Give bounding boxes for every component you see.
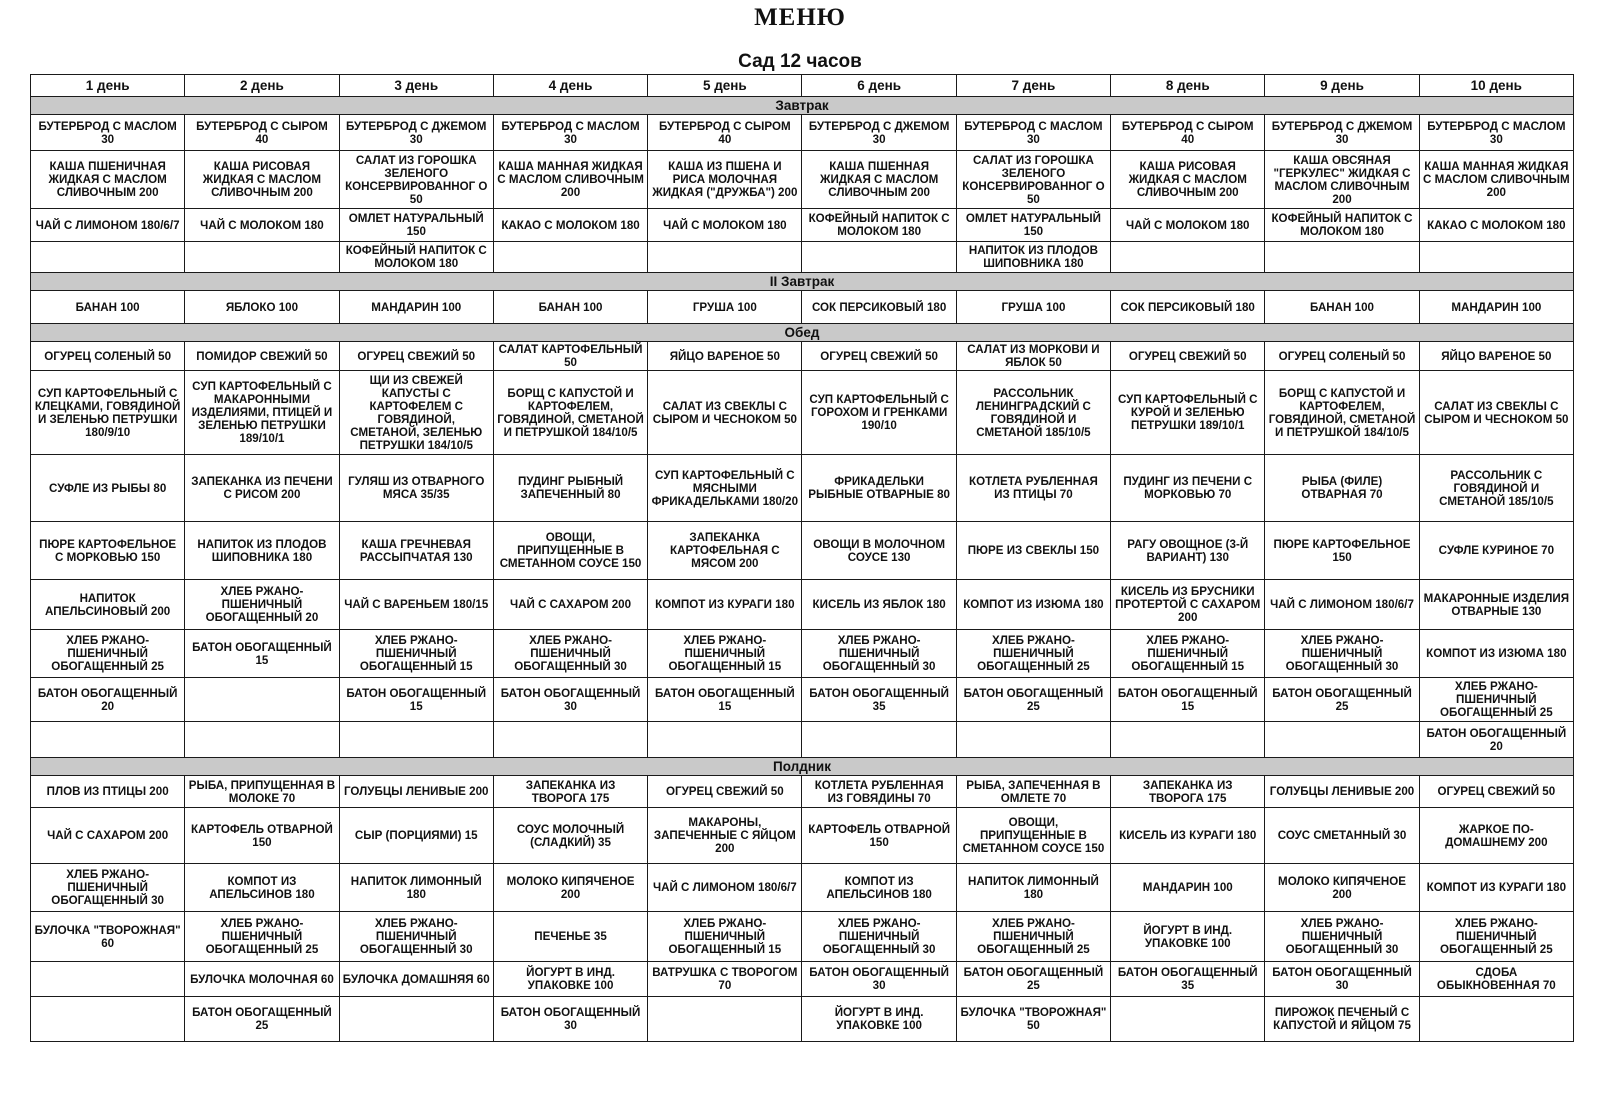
menu-cell: ОМЛЕТ НАТУРАЛЬНЫЙ 150 (339, 209, 493, 242)
menu-cell: ХЛЕБ РЖАНО-ПШЕНИЧНЫЙ ОБОГАЩЕННЫЙ 25 (956, 630, 1110, 678)
menu-row (31, 630, 1574, 678)
menu-cell: БАТОН ОБОГАЩЕННЫЙ 20 (1419, 722, 1573, 758)
menu-cell: НАПИТОК ИЗ ПЛОДОВ ШИПОВНИКА 180 (956, 242, 1110, 273)
page-title: МЕНЮ (754, 4, 846, 31)
menu-cell: КОМПОТ ИЗ КУРАГИ 180 (1419, 864, 1573, 912)
menu-cell: СУП КАРТОФЕЛЬНЫЙ С КЛЕЦКАМИ, ГОВЯДИНОЙ И ЗЕЛЕНЬЮ ПЕТРУШКИ 180/9/10 (31, 371, 185, 455)
menu-cell: БУТЕРБРОД С СЫРОМ 40 (648, 115, 802, 151)
menu-cell: ГУЛЯШ ИЗ ОТВАРНОГО МЯСА 35/35 (339, 455, 493, 522)
day-header: 8 день (1111, 75, 1265, 97)
menu-cell: САЛАТ ИЗ СВЕКЛЫ С СЫРОМ И ЧЕСНОКОМ 50 (648, 371, 802, 455)
menu-cell: ХЛЕБ РЖАНО-ПШЕНИЧНЫЙ ОБОГАЩЕННЫЙ 15 (1111, 630, 1265, 678)
menu-cell (956, 722, 1110, 758)
menu-cell (1111, 242, 1265, 273)
menu-cell: БУТЕРБРОД С МАСЛОМ 30 (956, 115, 1110, 151)
menu-cell: БУЛОЧКА ДОМАШНЯЯ 60 (339, 962, 493, 997)
menu-cell: КИСЕЛЬ ИЗ ЯБЛОК 180 (802, 580, 956, 630)
menu-cell: БУТЕРБРОД С ДЖЕМОМ 30 (802, 115, 956, 151)
menu-cell: БАНАН 100 (493, 291, 647, 324)
menu-cell: БАТОН ОБОГАЩЕННЫЙ 30 (1265, 962, 1419, 997)
menu-cell: СУП КАРТОФЕЛЬНЫЙ С МАКАРОННЫМИ ИЗДЕЛИЯМИ, ПТИЦЕЙ И ЗЕЛЕНЬЮ ПЕТРУШКИ 189/10/1 (185, 371, 339, 455)
menu-cell: БАТОН ОБОГАЩЕННЫЙ 30 (802, 962, 956, 997)
menu-row (31, 722, 1574, 758)
menu-cell: ЧАЙ С САХАРОМ 200 (31, 808, 185, 864)
menu-cell: ОВОЩИ В МОЛОЧНОМ СОУСЕ 130 (802, 522, 956, 580)
menu-cell: КАША ГРЕЧНЕВАЯ РАССЫПЧАТАЯ 130 (339, 522, 493, 580)
section-title: II Завтрак (31, 273, 1574, 291)
menu-row (31, 342, 1574, 371)
menu-cell: КОФЕЙНЫЙ НАПИТОК С МОЛОКОМ 180 (339, 242, 493, 273)
section-header-row (31, 273, 1574, 291)
menu-cell: КАРТОФЕЛЬ ОТВАРНОЙ 150 (802, 808, 956, 864)
menu-row (31, 522, 1574, 580)
menu-cell: ОГУРЕЦ СВЕЖИЙ 50 (1419, 776, 1573, 808)
menu-cell: ПЮРЕ ИЗ СВЕКЛЫ 150 (956, 522, 1110, 580)
menu-cell: ЗАПЕКАНКА ИЗ ТВОРОГА 175 (1111, 776, 1265, 808)
menu-cell: МАНДАРИН 100 (1111, 864, 1265, 912)
menu-cell: КОМПОТ ИЗ ИЗЮМА 180 (1419, 630, 1573, 678)
menu-cell: СОК ПЕРСИКОВЫЙ 180 (802, 291, 956, 324)
menu-cell: БУТЕРБРОД С СЫРОМ 40 (1111, 115, 1265, 151)
page-subtitle: Сад 12 часов (738, 51, 862, 72)
menu-cell: БУТЕРБРОД С МАСЛОМ 30 (31, 115, 185, 151)
menu-cell: СУФЛЕ ИЗ РЫБЫ 80 (31, 455, 185, 522)
menu-cell: БАТОН ОБОГАЩЕННЫЙ 15 (339, 678, 493, 722)
menu-row (31, 864, 1574, 912)
menu-cell: СУФЛЕ КУРИНОЕ 70 (1419, 522, 1573, 580)
menu-cell: КАША ОВСЯНАЯ "ГЕРКУЛЕС" ЖИДКАЯ С МАСЛОМ СЛИВОЧНЫМ 200 (1265, 151, 1419, 209)
menu-cell: НАПИТОК ИЗ ПЛОДОВ ШИПОВНИКА 180 (185, 522, 339, 580)
menu-cell: ЗАПЕКАНКА ИЗ ПЕЧЕНИ С РИСОМ 200 (185, 455, 339, 522)
menu-cell: КОФЕЙНЫЙ НАПИТОК С МОЛОКОМ 180 (802, 209, 956, 242)
section-title: Завтрак (31, 97, 1574, 115)
day-header: 9 день (1265, 75, 1419, 97)
menu-cell: ЯЙЦО ВАРЕНОЕ 50 (648, 342, 802, 371)
menu-cell: БУЛОЧКА "ТВОРОЖНАЯ" 60 (31, 912, 185, 962)
menu-row (31, 291, 1574, 324)
menu-cell: САЛАТ ИЗ ГОРОШКА ЗЕЛЕНОГО КОНСЕРВИРОВАННОГ О 50 (339, 151, 493, 209)
day-header: 5 день (648, 75, 802, 97)
menu-cell: КОМПОТ ИЗ КУРАГИ 180 (648, 580, 802, 630)
menu-cell: СОК ПЕРСИКОВЫЙ 180 (1111, 291, 1265, 324)
menu-cell: ЗАПЕКАНКА ИЗ ТВОРОГА 175 (493, 776, 647, 808)
menu-row (31, 151, 1574, 209)
menu-cell: ХЛЕБ РЖАНО-ПШЕНИЧНЫЙ ОБОГАЩЕННЫЙ 30 (31, 864, 185, 912)
menu-cell (185, 242, 339, 273)
menu-cell (1419, 242, 1573, 273)
menu-cell: ХЛЕБ РЖАНО-ПШЕНИЧНЫЙ ОБОГАЩЕННЫЙ 30 (1265, 630, 1419, 678)
menu-cell: БАТОН ОБОГАЩЕННЫЙ 25 (956, 678, 1110, 722)
menu-cell: ПЮРЕ КАРТОФЕЛЬНОЕ 150 (1265, 522, 1419, 580)
menu-cell: БАТОН ОБОГАЩЕННЫЙ 35 (802, 678, 956, 722)
menu-cell: БАТОН ОБОГАЩЕННЫЙ 15 (1111, 678, 1265, 722)
menu-cell (31, 242, 185, 273)
menu-cell: ХЛЕБ РЖАНО-ПШЕНИЧНЫЙ ОБОГАЩЕННЫЙ 25 (31, 630, 185, 678)
menu-cell: КАРТОФЕЛЬ ОТВАРНОЙ 150 (185, 808, 339, 864)
menu-cell: БУТЕРБРОД С ДЖЕМОМ 30 (1265, 115, 1419, 151)
day-header: 1 день (31, 75, 185, 97)
menu-cell: КИСЕЛЬ ИЗ КУРАГИ 180 (1111, 808, 1265, 864)
menu-cell: ОВОЩИ, ПРИПУЩЕННЫЕ В СМЕТАННОМ СОУСЕ 150 (493, 522, 647, 580)
menu-cell (339, 722, 493, 758)
section-title: Полдник (31, 758, 1574, 776)
menu-cell: ГОЛУБЦЫ ЛЕНИВЫЕ 200 (339, 776, 493, 808)
menu-cell: ЙОГУРТ В ИНД. УПАКОВКЕ 100 (1111, 912, 1265, 962)
day-header: 3 день (339, 75, 493, 97)
day-header: 10 день (1419, 75, 1573, 97)
day-header-row (31, 75, 1574, 97)
menu-cell: ХЛЕБ РЖАНО-ПШЕНИЧНЫЙ ОБОГАЩЕННЫЙ 30 (493, 630, 647, 678)
section-header-row (31, 324, 1574, 342)
menu-row (31, 776, 1574, 808)
menu-cell: САЛАТ ИЗ ГОРОШКА ЗЕЛЕНОГО КОНСЕРВИРОВАННОГ О 50 (956, 151, 1110, 209)
menu-cell: БУТЕРБРОД С ДЖЕМОМ 30 (339, 115, 493, 151)
menu-cell: БАТОН ОБОГАЩЕННЫЙ 15 (185, 630, 339, 678)
menu-cell: СУП КАРТОФЕЛЬНЫЙ С ГОРОХОМ И ГРЕНКАМИ 190/10 (802, 371, 956, 455)
menu-cell: ПИРОЖОК ПЕЧЕНЫЙ С КАПУСТОЙ И ЯЙЦОМ 75 (1265, 997, 1419, 1042)
menu-cell: СОУС МОЛОЧНЫЙ (СЛАДКИЙ) 35 (493, 808, 647, 864)
menu-cell: ПЕЧЕНЬЕ 35 (493, 912, 647, 962)
menu-cell: КОТЛЕТА РУБЛЕННАЯ ИЗ ПТИЦЫ 70 (956, 455, 1110, 522)
menu-cell: БУЛОЧКА МОЛОЧНАЯ 60 (185, 962, 339, 997)
menu-cell: ОГУРЕЦ СВЕЖИЙ 50 (648, 776, 802, 808)
menu-cell (802, 722, 956, 758)
menu-cell: БАТОН ОБОГАЩЕННЫЙ 25 (1265, 678, 1419, 722)
menu-cell: НАПИТОК АПЕЛЬСИНОВЫЙ 200 (31, 580, 185, 630)
menu-cell: ЧАЙ С ЛИМОНОМ 180/6/7 (648, 864, 802, 912)
menu-cell: ХЛЕБ РЖАНО-ПШЕНИЧНЫЙ ОБОГАЩЕННЫЙ 15 (648, 912, 802, 962)
menu-cell (31, 962, 185, 997)
menu-cell: МОЛОКО КИПЯЧЕНОЕ 200 (1265, 864, 1419, 912)
menu-cell: МАКАРОНЫ, ЗАПЕЧЕННЫЕ С ЯЙЦОМ 200 (648, 808, 802, 864)
menu-cell: ЧАЙ С МОЛОКОМ 180 (1111, 209, 1265, 242)
menu-cell: КАША ПШЕНИЧНАЯ ЖИДКАЯ С МАСЛОМ СЛИВОЧНЫМ 200 (31, 151, 185, 209)
menu-cell: ПУДИНГ ИЗ ПЕЧЕНИ С МОРКОВЬЮ 70 (1111, 455, 1265, 522)
menu-cell: НАПИТОК ЛИМОННЫЙ 180 (339, 864, 493, 912)
menu-cell: ОМЛЕТ НАТУРАЛЬНЫЙ 150 (956, 209, 1110, 242)
day-header: 7 день (956, 75, 1110, 97)
menu-cell: КОМПОТ ИЗ ИЗЮМА 180 (956, 580, 1110, 630)
menu-cell: ЯБЛОКО 100 (185, 291, 339, 324)
menu-row (31, 678, 1574, 722)
menu-cell: РЫБА (ФИЛЕ) ОТВАРНАЯ 70 (1265, 455, 1419, 522)
menu-cell: КАША РИСОВАЯ ЖИДКАЯ С МАСЛОМ СЛИВОЧНЫМ 200 (1111, 151, 1265, 209)
menu-cell: ОВОЩИ, ПРИПУЩЕННЫЕ В СМЕТАННОМ СОУСЕ 150 (956, 808, 1110, 864)
menu-cell: БАТОН ОБОГАЩЕННЫЙ 25 (956, 962, 1110, 997)
menu-cell: БАНАН 100 (1265, 291, 1419, 324)
menu-row (31, 580, 1574, 630)
menu-cell: НАПИТОК ЛИМОННЫЙ 180 (956, 864, 1110, 912)
menu-cell: ХЛЕБ РЖАНО-ПШЕНИЧНЫЙ ОБОГАЩЕННЫЙ 30 (802, 630, 956, 678)
menu-cell: КОФЕЙНЫЙ НАПИТОК С МОЛОКОМ 180 (1265, 209, 1419, 242)
menu-cell (185, 678, 339, 722)
menu-cell (648, 722, 802, 758)
menu-cell: САЛАТ ИЗ МОРКОВИ И ЯБЛОК 50 (956, 342, 1110, 371)
menu-row (31, 997, 1574, 1042)
section-header-row (31, 97, 1574, 115)
menu-cell: ЧАЙ С МОЛОКОМ 180 (185, 209, 339, 242)
menu-row (31, 242, 1574, 273)
menu-row (31, 115, 1574, 151)
menu-cell: БУЛОЧКА "ТВОРОЖНАЯ" 50 (956, 997, 1110, 1042)
menu-cell (339, 997, 493, 1042)
menu-cell: БАТОН ОБОГАЩЕННЫЙ 30 (493, 678, 647, 722)
menu-row (31, 808, 1574, 864)
menu-cell: КАКАО С МОЛОКОМ 180 (493, 209, 647, 242)
menu-cell: ЩИ ИЗ СВЕЖЕЙ КАПУСТЫ С КАРТОФЕЛЕМ С ГОВЯДИНОЙ, СМЕТАНОЙ, ЗЕЛЕНЬЮ ПЕТРУШКИ 184/10/5 (339, 371, 493, 455)
menu-cell: ЧАЙ С ЛИМОНОМ 180/6/7 (31, 209, 185, 242)
menu-cell: БАНАН 100 (31, 291, 185, 324)
menu-cell: ОГУРЕЦ СОЛЕНЫЙ 50 (1265, 342, 1419, 371)
menu-cell: КОТЛЕТА РУБЛЕННАЯ ИЗ ГОВЯДИНЫ 70 (802, 776, 956, 808)
menu-cell: БОРЩ С КАПУСТОЙ И КАРТОФЕЛЕМ, ГОВЯДИНОЙ, СМЕТАНОЙ И ПЕТРУШКОЙ 184/10/5 (1265, 371, 1419, 455)
menu-cell: ГОЛУБЦЫ ЛЕНИВЫЕ 200 (1265, 776, 1419, 808)
menu-cell: БАТОН ОБОГАЩЕННЫЙ 35 (1111, 962, 1265, 997)
menu-cell: РАГУ ОВОЩНОЕ (3-Й ВАРИАНТ) 130 (1111, 522, 1265, 580)
menu-cell: БАТОН ОБОГАЩЕННЫЙ 15 (648, 678, 802, 722)
menu-cell: ЧАЙ С МОЛОКОМ 180 (648, 209, 802, 242)
menu-cell (1111, 722, 1265, 758)
menu-cell: РАССОЛЬНИК С ГОВЯДИНОЙ И СМЕТАНОЙ 185/10/5 (1419, 455, 1573, 522)
menu-cell: ЙОГУРТ В ИНД. УПАКОВКЕ 100 (802, 997, 956, 1042)
day-header: 4 день (493, 75, 647, 97)
menu-cell: КАКАО С МОЛОКОМ 180 (1419, 209, 1573, 242)
section-header-row (31, 758, 1574, 776)
menu-cell: ЗАПЕКАНКА КАРТОФЕЛЬНАЯ С МЯСОМ 200 (648, 522, 802, 580)
menu-cell: СОУС СМЕТАННЫЙ 30 (1265, 808, 1419, 864)
menu-cell: ХЛЕБ РЖАНО-ПШЕНИЧНЫЙ ОБОГАЩЕННЫЙ 20 (185, 580, 339, 630)
menu-cell (493, 722, 647, 758)
menu-cell: РЫБА, ЗАПЕЧЕННАЯ В ОМЛЕТЕ 70 (956, 776, 1110, 808)
menu-cell: БУТЕРБРОД С МАСЛОМ 30 (1419, 115, 1573, 151)
menu-cell: КОМПОТ ИЗ АПЕЛЬСИНОВ 180 (802, 864, 956, 912)
menu-cell: ЧАЙ С САХАРОМ 200 (493, 580, 647, 630)
menu-cell: МАНДАРИН 100 (339, 291, 493, 324)
menu-cell: МАНДАРИН 100 (1419, 291, 1573, 324)
menu-table (30, 74, 1574, 1042)
menu-cell: ЙОГУРТ В ИНД. УПАКОВКЕ 100 (493, 962, 647, 997)
menu-row (31, 209, 1574, 242)
menu-cell: ХЛЕБ РЖАНО-ПШЕНИЧНЫЙ ОБОГАЩЕННЫЙ 25 (185, 912, 339, 962)
menu-cell: ХЛЕБ РЖАНО-ПШЕНИЧНЫЙ ОБОГАЩЕННЫЙ 25 (956, 912, 1110, 962)
menu-cell: КАША РИСОВАЯ ЖИДКАЯ С МАСЛОМ СЛИВОЧНЫМ 200 (185, 151, 339, 209)
menu-cell: КАША МАННАЯ ЖИДКАЯ С МАСЛОМ СЛИВОЧНЫМ 200 (493, 151, 647, 209)
menu-cell: ХЛЕБ РЖАНО-ПШЕНИЧНЫЙ ОБОГАЩЕННЫЙ 15 (339, 630, 493, 678)
menu-row (31, 371, 1574, 455)
menu-cell (185, 722, 339, 758)
menu-cell: ЖАРКОЕ ПО-ДОМАШНЕМУ 200 (1419, 808, 1573, 864)
menu-cell (1265, 722, 1419, 758)
menu-cell: ЧАЙ С ЛИМОНОМ 180/6/7 (1265, 580, 1419, 630)
menu-cell (31, 722, 185, 758)
menu-cell: ХЛЕБ РЖАНО-ПШЕНИЧНЫЙ ОБОГАЩЕННЫЙ 30 (802, 912, 956, 962)
menu-cell: СЫР (ПОРЦИЯМИ) 15 (339, 808, 493, 864)
menu-cell: ХЛЕБ РЖАНО-ПШЕНИЧНЫЙ ОБОГАЩЕННЫЙ 30 (1265, 912, 1419, 962)
menu-cell: ЧАЙ С ВАРЕНЬЕМ 180/15 (339, 580, 493, 630)
menu-cell: ГРУША 100 (648, 291, 802, 324)
menu-cell: ХЛЕБ РЖАНО-ПШЕНИЧНЫЙ ОБОГАЩЕННЫЙ 30 (339, 912, 493, 962)
day-header: 2 день (185, 75, 339, 97)
menu-cell (31, 997, 185, 1042)
menu-cell: СУП КАРТОФЕЛЬНЫЙ С МЯСНЫМИ ФРИКАДЕЛЬКАМИ 180/20 (648, 455, 802, 522)
menu-row (31, 962, 1574, 997)
menu-cell: БУТЕРБРОД С МАСЛОМ 30 (493, 115, 647, 151)
menu-cell: РЫБА, ПРИПУЩЕННАЯ В МОЛОКЕ 70 (185, 776, 339, 808)
day-header: 6 день (802, 75, 956, 97)
menu-cell: КАША МАННАЯ ЖИДКАЯ С МАСЛОМ СЛИВОЧНЫМ 200 (1419, 151, 1573, 209)
menu-cell (493, 242, 647, 273)
menu-cell: МОЛОКО КИПЯЧЕНОЕ 200 (493, 864, 647, 912)
menu-cell: ОГУРЕЦ СВЕЖИЙ 50 (339, 342, 493, 371)
menu-cell: СУП КАРТОФЕЛЬНЫЙ С КУРОЙ И ЗЕЛЕНЬЮ ПЕТРУШКИ 189/10/1 (1111, 371, 1265, 455)
section-title: Обед (31, 324, 1574, 342)
menu-cell: КАША ИЗ ПШЕНА И РИСА МОЛОЧНАЯ ЖИДКАЯ ("ДРУЖБА") 200 (648, 151, 802, 209)
menu-cell: ХЛЕБ РЖАНО-ПШЕНИЧНЫЙ ОБОГАЩЕННЫЙ 25 (1419, 912, 1573, 962)
menu-cell: ПУДИНГ РЫБНЫЙ ЗАПЕЧЕННЫЙ 80 (493, 455, 647, 522)
menu-cell (648, 242, 802, 273)
menu-cell: КОМПОТ ИЗ АПЕЛЬСИНОВ 180 (185, 864, 339, 912)
menu-cell: САЛАТ ИЗ СВЕКЛЫ С СЫРОМ И ЧЕСНОКОМ 50 (1419, 371, 1573, 455)
menu-cell: СДОБА ОБЫКНОВЕННАЯ 70 (1419, 962, 1573, 997)
menu-cell: ПОМИДОР СВЕЖИЙ 50 (185, 342, 339, 371)
menu-cell: МАКАРОННЫЕ ИЗДЕЛИЯ ОТВАРНЫЕ 130 (1419, 580, 1573, 630)
menu-cell: БУТЕРБРОД С СЫРОМ 40 (185, 115, 339, 151)
menu-cell: ОГУРЕЦ СВЕЖИЙ 50 (1111, 342, 1265, 371)
menu-cell (1111, 997, 1265, 1042)
menu-row (31, 455, 1574, 522)
menu-cell: ГРУША 100 (956, 291, 1110, 324)
menu-cell (1265, 242, 1419, 273)
menu-cell: БАТОН ОБОГАЩЕННЫЙ 30 (493, 997, 647, 1042)
menu-cell: ОГУРЕЦ СВЕЖИЙ 50 (802, 342, 956, 371)
menu-cell: ХЛЕБ РЖАНО-ПШЕНИЧНЫЙ ОБОГАЩЕННЫЙ 25 (1419, 678, 1573, 722)
menu-cell: РАССОЛЬНИК ЛЕНИНГРАДСКИЙ С ГОВЯДИНОЙ И СМЕТАНОЙ 185/10/5 (956, 371, 1110, 455)
menu-cell: КИСЕЛЬ ИЗ БРУСНИКИ ПРОТЕРТОЙ С САХАРОМ 200 (1111, 580, 1265, 630)
menu-cell (802, 242, 956, 273)
menu-row (31, 912, 1574, 962)
menu-cell (1419, 997, 1573, 1042)
menu-body (31, 97, 1574, 1042)
menu-cell: КАША ПШЕННАЯ ЖИДКАЯ С МАСЛОМ СЛИВОЧНЫМ 200 (802, 151, 956, 209)
menu-cell: ПЮРЕ КАРТОФЕЛЬНОЕ С МОРКОВЬЮ 150 (31, 522, 185, 580)
menu-cell: ВАТРУШКА С ТВОРОГОМ 70 (648, 962, 802, 997)
menu-cell: ХЛЕБ РЖАНО-ПШЕНИЧНЫЙ ОБОГАЩЕННЫЙ 15 (648, 630, 802, 678)
menu-cell: ОГУРЕЦ СОЛЕНЫЙ 50 (31, 342, 185, 371)
menu-cell: БОРЩ С КАПУСТОЙ И КАРТОФЕЛЕМ, ГОВЯДИНОЙ, СМЕТАНОЙ И ПЕТРУШКОЙ 184/10/5 (493, 371, 647, 455)
menu-cell: ФРИКАДЕЛЬКИ РЫБНЫЕ ОТВАРНЫЕ 80 (802, 455, 956, 522)
menu-cell: САЛАТ КАРТОФЕЛЬНЫЙ 50 (493, 342, 647, 371)
menu-cell: ЯЙЦО ВАРЕНОЕ 50 (1419, 342, 1573, 371)
menu-cell (648, 997, 802, 1042)
menu-cell: БАТОН ОБОГАЩЕННЫЙ 20 (31, 678, 185, 722)
menu-cell: БАТОН ОБОГАЩЕННЫЙ 25 (185, 997, 339, 1042)
menu-cell: ПЛОВ ИЗ ПТИЦЫ 200 (31, 776, 185, 808)
